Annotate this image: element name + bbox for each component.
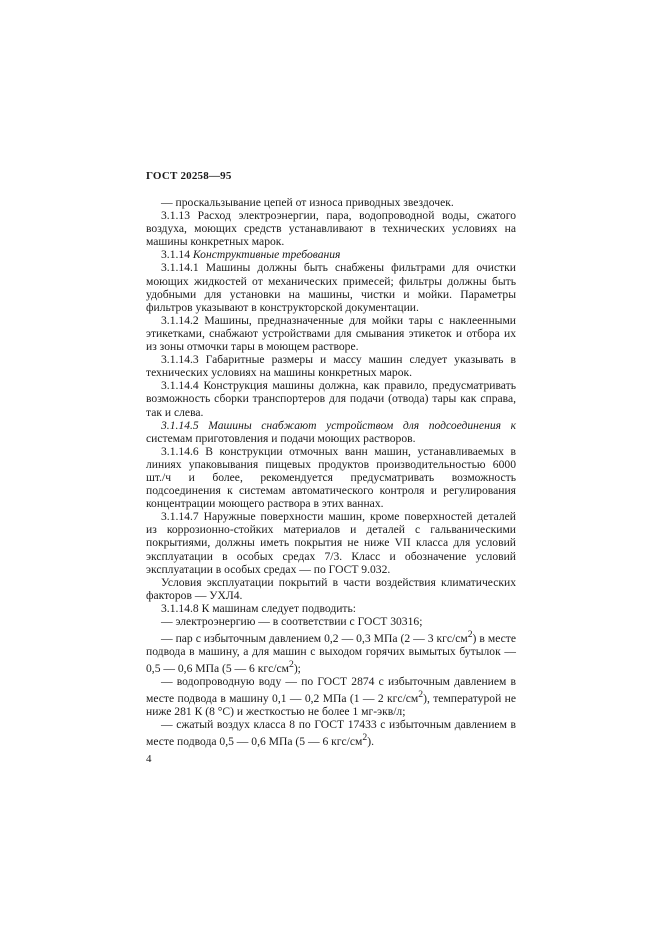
paragraph: — электроэнергию — в соответствии с ГОСТ 30316; — [161, 615, 423, 628]
paragraph: 3.1.14.7 Наружные поверхности машин, кроме поверхностей деталей из коррозионно-стойких материалов и деталей с гальваническими покрытиями, должны иметь покрытия не ниже VII класса для условий эксплуатации в особых средах 7/3. Класс и обозначение условий эксплуатации в особых средах — по ГОСТ 9.032. — [146, 510, 516, 576]
section-number: 3.1.14 — [161, 248, 190, 262]
body-text — [146, 196, 516, 748]
paragraph-rest: системам приготовления и подачи моющих растворов. — [146, 431, 416, 445]
paragraph: — сжатый воздух класса 8 по ГОСТ 17433 с избыточным давлением в месте подвода 0,5 — 0,6 МПа (5 — 6 кгс/$см^2$). — [146, 718, 516, 749]
paragraph: 3.1.13 Расход электроэнергии, пара, водопроводной воды, сжатого воздуха, моющих средств устанавливают в технических условиях на машины конкретных марок. — [146, 209, 516, 249]
section-title: Конструктивные требования — [192, 248, 341, 262]
paragraph: — водопроводную воду — по ГОСТ 2874 с избыточным давлением в месте подвода в машину 0,1 — 0,2 МПа (1 — 2 кгс/$см^2$), температурой не ниже 281 К (8 °С) и жесткостью не более 1 мг-экв/л; — [146, 675, 516, 719]
italic-text: 3.1.14.5 Машины снабжают устройством для подсоединения к — [161, 418, 516, 432]
paragraph: 3.1.14.8 К машинам следует подводить: — [161, 601, 357, 615]
paragraph: Условия эксплуатации покрытий в части воздействия климатических факторов — УХЛ4. — [146, 575, 516, 602]
document-header: ГОСТ 20258—95 — [146, 170, 232, 182]
paragraph: 3.1.14.3 Габаритные размеры и массу машин следует указывать в технических условиях на машины конкретных марок. — [146, 353, 516, 380]
section-heading — [146, 248, 516, 261]
paragraph: 3.1.14.2 Машины, предназначенные для мойки тары с наклеенными этикетками, снабжают устройствами для смывания этикеток и отбора их из зоны отмочки тары в моющем растворе. — [146, 313, 516, 354]
page-number: 4 — [146, 753, 152, 766]
paragraph: 3.1.14.4 Конструкция машины должна, как правило, предусматривать возможность сборки транспортеров для подачи (отвода) тары как справа, так и слева. — [146, 379, 516, 419]
paragraph: 3.1.14.6 В конструкции отмочных ванн машин, устанавливаемых в линиях упаковывания пищевых продуктов производительностью 6000 шт./ч и более, рекомендуется предусматривать возможность подсоединения к системам автоматического контроля и регулирования концентрации моющего раствора в этих ваннах. — [146, 444, 516, 511]
document-page — [146, 170, 516, 766]
paragraph: — пар с избыточным давлением 0,2 — 0,3 МПа (2 — 3 кгс/$см^2$) в месте подвода в машину, а для машин с выходом горячих вымытых бутылок — 0,5 — 0,6 МПа (5 — 6 кгс/$см^2$); — [146, 629, 516, 675]
paragraph: — проскальзывание цепей от износа приводных звездочек. — [161, 196, 454, 209]
paragraph: 3.1.14.1 Машины должны быть снабжены фильтрами для очистки моющих жидкостей от механических примесей; фильтры должны быть удобными для установки на машины, чистки и мойки. Параметры фильтров указывают в конструкторской документации. — [146, 261, 516, 314]
paragraph — [146, 419, 516, 445]
